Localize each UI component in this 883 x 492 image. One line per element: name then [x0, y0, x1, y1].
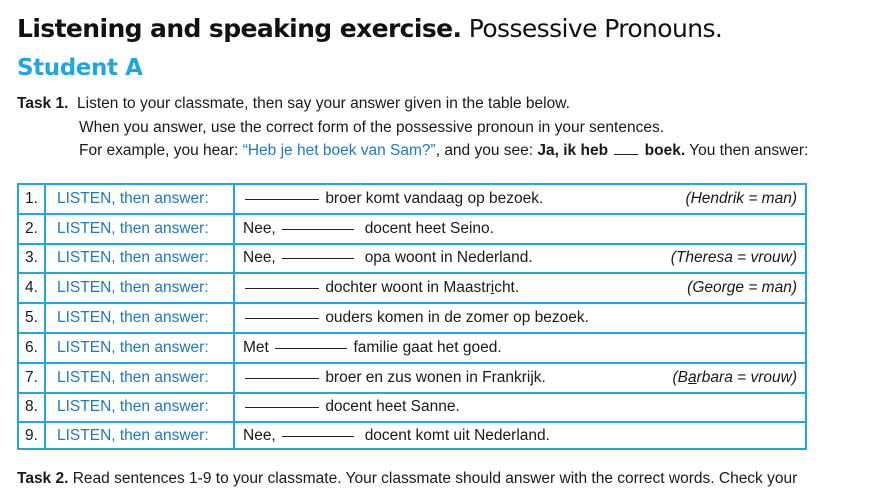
row-listen-prompt: LISTEN, then answer: [46, 423, 235, 448]
answer-text: opa woont in Nederland. [364, 249, 533, 267]
answer-text: docent heet Sanne. [325, 398, 460, 416]
table-row [19, 245, 805, 275]
row-listen-prompt: LISTEN, then answer: [46, 304, 235, 332]
row-answer [235, 423, 805, 448]
answer-text: dochter woont in Maastr [325, 279, 491, 297]
answer-blank[interactable] [245, 317, 319, 319]
answer-text: familie gaat het goed. [353, 338, 502, 356]
row-number: 8. [19, 394, 46, 422]
row-hint: (George = man) [687, 279, 797, 297]
row-listen-prompt: LISTEN, then answer: [46, 394, 235, 422]
row-number: 9. [19, 423, 46, 448]
example-blank [614, 153, 638, 155]
row-number: 1. [19, 185, 46, 213]
answer-text-underlined: i [490, 279, 495, 297]
answer-blank[interactable] [245, 377, 319, 379]
student-label: Student A [17, 55, 143, 81]
row-listen-prompt: LISTEN, then answer: [46, 364, 235, 392]
page-title [17, 14, 722, 43]
answer-prefix: Nee, [243, 426, 276, 444]
example-pre: For example, you hear: [79, 142, 243, 159]
row-answer [235, 185, 805, 213]
task1-label: Task 1. [17, 95, 69, 112]
task1-line1 [17, 95, 570, 113]
example-mid: , and you see: [435, 142, 538, 159]
answer-blank[interactable] [282, 228, 354, 230]
exercise-table [17, 183, 807, 450]
example-answer-start: Ja, ik heb [537, 142, 609, 159]
example-quote: “Heb je het boek van Sam?” [242, 142, 436, 159]
answer-text: broer komt vandaag op bezoek. [325, 189, 544, 207]
answer-prefix: Nee, [243, 219, 276, 237]
row-answer [235, 274, 805, 302]
task2-label: Task 2. [17, 470, 69, 487]
row-listen-prompt: LISTEN, then answer: [46, 215, 235, 243]
row-answer [235, 364, 805, 392]
row-answer [235, 334, 805, 362]
row-answer [235, 304, 805, 332]
answer-blank[interactable] [275, 347, 347, 349]
hint-end: rbara = vrouw) [696, 368, 797, 386]
row-listen-prompt: LISTEN, then answer: [46, 274, 235, 302]
answer-blank[interactable] [245, 287, 319, 289]
answer-blank[interactable] [282, 435, 354, 437]
example-post: You then answer: [685, 142, 809, 159]
answer-prefix: Met [243, 338, 269, 356]
answer-blank[interactable] [282, 257, 354, 259]
row-answer [235, 245, 805, 273]
answer-text: ouders komen in de zomer op bezoek. [325, 309, 589, 327]
row-hint: (Theresa = vrouw) [670, 249, 797, 267]
row-number: 6. [19, 334, 46, 362]
table-row [19, 394, 805, 424]
answer-text-end: cht. [494, 279, 520, 297]
title-rest: Possessive Pronouns. [468, 14, 723, 43]
example-answer-end: boek. [644, 142, 686, 159]
row-hint: (Hendrik = man) [685, 189, 797, 207]
title-bold: Listening and speaking exercise. [17, 14, 462, 43]
row-number: 7. [19, 364, 46, 392]
row-listen-prompt: LISTEN, then answer: [46, 334, 235, 362]
task1-line3 [79, 142, 808, 160]
task2-line [17, 470, 797, 488]
row-answer [235, 394, 805, 422]
row-listen-prompt: LISTEN, then answer: [46, 245, 235, 273]
table-row [19, 215, 805, 245]
row-answer [235, 215, 805, 243]
row-listen-prompt: LISTEN, then answer: [46, 185, 235, 213]
answer-blank[interactable] [245, 406, 319, 408]
row-number: 5. [19, 304, 46, 332]
table-row [19, 364, 805, 394]
table-row [19, 334, 805, 364]
table-row [19, 423, 805, 448]
hint-underlined: a [688, 368, 697, 386]
row-number: 3. [19, 245, 46, 273]
row-hint [673, 369, 797, 387]
answer-text: docent heet Seino. [364, 219, 494, 237]
table-row [19, 185, 805, 215]
hint-start: (B [672, 368, 689, 386]
answer-prefix: Nee, [243, 249, 276, 267]
table-row [19, 304, 805, 334]
answer-blank[interactable] [245, 198, 319, 200]
task2-instruction: Read sentences 1-9 to your classmate. Your classmate should answer with the correct words. Check your [68, 470, 798, 487]
row-number: 2. [19, 215, 46, 243]
answer-text: broer en zus wonen in Frankrijk. [325, 368, 546, 386]
task1-instruction-1: Listen to your classmate, then say your answer given in the table below. [77, 95, 570, 112]
row-number: 4. [19, 274, 46, 302]
task1-line2: When you answer, use the correct form of the possessive pronoun in your sentences. [79, 119, 665, 136]
answer-text: docent komt uit Nederland. [364, 426, 550, 444]
table-row [19, 274, 805, 304]
